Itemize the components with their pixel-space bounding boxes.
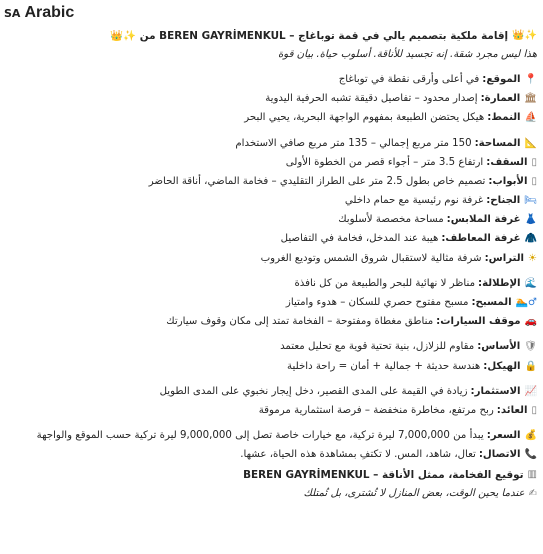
text-line (0, 401, 537, 420)
line-text: تصميم خاص بطول 2.5 متر على الطراز التقليدي – فخامة الماضي، أناقة الحاضر (148, 175, 486, 187)
line-label: العائد: (496, 404, 528, 416)
chart-up-icon: 📈 (524, 385, 537, 397)
text-line (0, 465, 537, 484)
bed-icon: 🛏 (524, 195, 537, 207)
line-label: العمارة: (480, 93, 521, 105)
line-text: إصدار محدود – تفاصيل دقيقة تشبه الحرفية اليدوية (265, 93, 478, 105)
ceiling-icon: ▯ (531, 156, 537, 168)
line-label: السعر: (486, 430, 521, 442)
line-text: مناظر لا نهائية للبحر والطبيعة من كل نافذة (294, 277, 476, 289)
text-line (0, 249, 537, 268)
line-label: الاتصال: (478, 449, 521, 461)
line-text: مسبح مفتوح حصري للسكان – هدوء وامتياز (285, 297, 469, 309)
coat-icon: 🧥 (524, 233, 537, 245)
line-label: المسبح: (471, 297, 512, 309)
text-line (0, 274, 537, 293)
line-text: 150 متر مربع إجمالي – 135 متر مربع صافي الاستخدام (235, 137, 472, 149)
car-icon: 🚗 (524, 316, 537, 328)
text-line (0, 382, 537, 401)
text-line (0, 338, 537, 357)
line-label: غرفة الملابس: (446, 214, 521, 226)
sailboat-icon: ⛵ (524, 112, 537, 124)
swimmer-icon: ♂🏊 (515, 297, 537, 309)
text-line (0, 45, 537, 64)
door-icon: ▯ (531, 175, 537, 187)
line-text: ربح مرتفع، مخاطرة منخفضة – فرصة استثمارية مرموقة (258, 404, 494, 416)
line-text: تعال، شاهد، المس. لا تكتفِ بمشاهدة هذه الحياة، عشها. (240, 449, 476, 461)
text-line (0, 427, 537, 446)
line-label: غرفة المعاطف: (441, 233, 521, 245)
writing-hand-icon: ✍ (528, 487, 537, 499)
dress-icon: 👗 (524, 214, 537, 226)
line-label: السقف: (486, 156, 528, 168)
line-text: ارتفاع 3.5 متر – أجواء قصر من الخطوة الأولى (285, 156, 484, 168)
line-text: هندسة حديثة + جمالية + أمان = راحة داخلية (287, 360, 481, 372)
text-line (0, 230, 537, 249)
line-text: شرفة مثالية لاستقبال شروق الشمس وتوديع الغروب (260, 252, 482, 264)
line-label: النمط: (487, 112, 521, 124)
classical-building-icon: 🏛 (524, 93, 537, 105)
line-text: مساحة مخصصة لأسلوبك (338, 214, 444, 226)
return-icon: ▯ (531, 404, 537, 416)
line-text: مناطق مغطاة ومفتوحة – الفخامة تمتد إلى مكان وقوف سيارتك (166, 316, 434, 328)
flag-code: SA (4, 6, 21, 20)
text-line (0, 90, 537, 109)
text-line (0, 211, 537, 230)
line-text: مقاوم للزلازل، بنية تحتية قوية مع تحليل معتمد (280, 341, 475, 353)
shield-icon: 🛡 (524, 341, 537, 353)
triangle-ruler-icon: 📐 (524, 137, 537, 149)
line-label: الإطلالة: (478, 277, 521, 289)
building-icon: ▥ (527, 468, 537, 480)
line-label: موقف السيارات: (436, 316, 521, 328)
line-label: المساحة: (474, 137, 521, 149)
text-line (0, 26, 537, 45)
wave-icon: 🌊 (524, 277, 537, 289)
text-line (0, 192, 537, 211)
line-text: توقيع الفخامة، ممثل الأناقة – BEREN GAYRİMENKUL (243, 468, 524, 481)
line-text: هيكل يحتضن الطبيعة بمفهوم الواجهة البحرية، يحيي البحر (244, 112, 485, 124)
text-line (0, 484, 537, 503)
text-line (0, 172, 537, 191)
text-line (0, 134, 537, 153)
phone-icon: 📞 (524, 449, 537, 461)
location-pin-icon: 📍 (524, 73, 537, 85)
crown-sparkle-icon: ✨👑 (512, 29, 537, 41)
line-label: الجناح: (486, 195, 521, 207)
line-text: غرفة نوم رئيسية مع حمام داخلي (344, 195, 484, 207)
line-text: في أعلى وأرقى نقطة في توباغاج (338, 73, 480, 85)
line-text: إقامة ملكية بتصميم يالي في قمة توباغاج – BEREN GAYRİMENKUL من ✨👑 (110, 29, 509, 42)
line-label: الاستثمار: (470, 385, 521, 397)
line-label: الأبواب: (488, 175, 528, 187)
text-line (0, 313, 537, 332)
line-text: هيبة عند المدخل، فخامة في التفاصيل (280, 233, 439, 245)
language-header (4, 3, 74, 23)
line-label: الأساس: (477, 341, 521, 353)
text-line (0, 357, 537, 376)
line-text: زيادة في القيمة على المدى القصير، دخل إيجار نخبوي على المدى الطويل (159, 385, 468, 397)
money-bag-icon: 💰 (524, 430, 537, 442)
line-text: عندما يحين الوقت، بعض المنازل لا تُشترى، بل تُمتلك (303, 487, 525, 499)
text-line (0, 446, 537, 465)
text-line (0, 109, 537, 128)
text-line (0, 153, 537, 172)
language-label: Arabic (24, 4, 75, 21)
sunrise-icon: ☀ (528, 252, 537, 264)
line-label: الموقع: (482, 73, 521, 85)
message-body (0, 26, 537, 503)
text-line (0, 70, 537, 89)
line-text: يبدأ من 7,000,000 ليرة تركية، مع خيارات خاصة تصل إلى 9,000,000 ليرة تركية حسب الموقع والواجهة (36, 430, 484, 442)
lock-icon: 🔒 (524, 360, 537, 372)
line-label: الهيكل: (483, 360, 521, 372)
line-text: هذا ليس مجرد شقة. إنه تجسيد للأناقة. أسلوب حياة. بيان قوة (277, 48, 537, 60)
line-label: التراس: (484, 252, 525, 264)
text-line (0, 293, 537, 312)
